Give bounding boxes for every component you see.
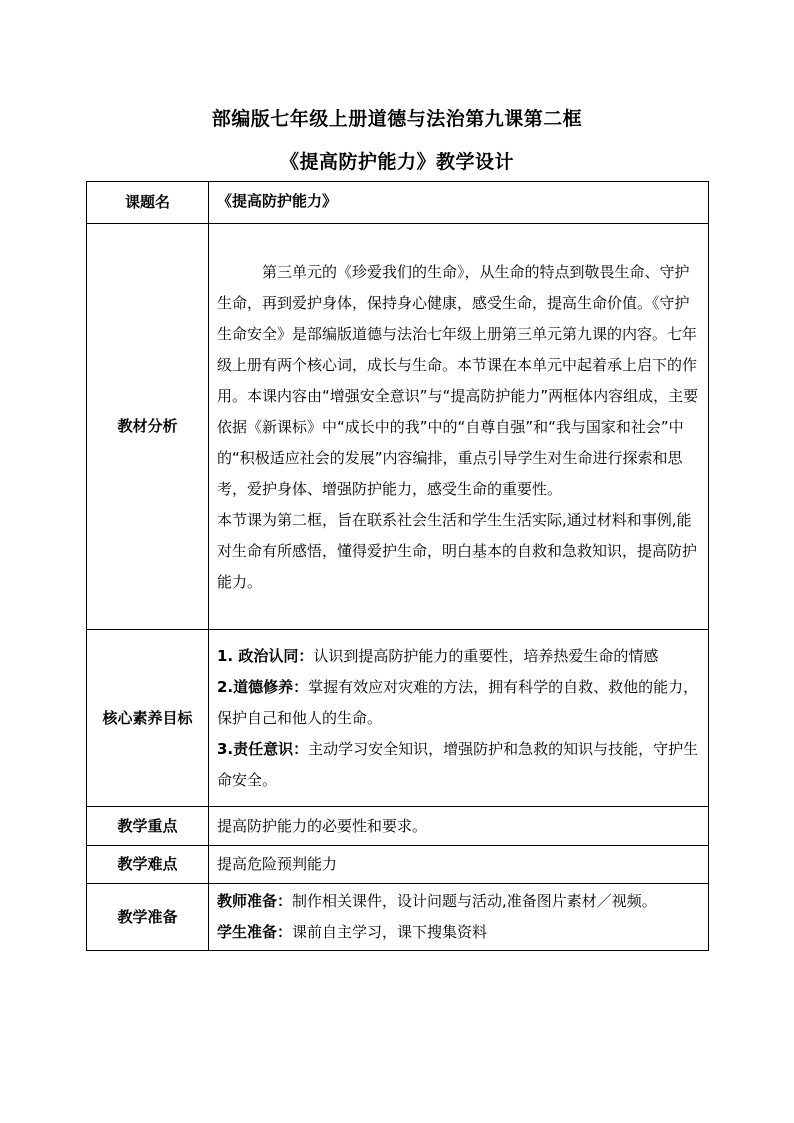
difficulty-label: 教学难点 [87, 846, 209, 884]
teacher-preparation-prefix: 教师准备： [217, 892, 293, 910]
goals-content [209, 630, 709, 807]
goal-item-3-text: 主动学习安全知识，增强防护和急救的知识与技能，守护生命安全。 [217, 739, 699, 789]
topic-value: 《提高防护能力》 [209, 182, 709, 224]
lesson-design-table [86, 181, 709, 951]
document-title-line2: 《提高防护能力》教学设计 [279, 151, 514, 173]
preparation-label: 教学准备 [87, 884, 209, 951]
goal-item-1-prefix: 1. 政治认同： [217, 646, 314, 665]
goal-item-1 [217, 641, 700, 672]
analysis-paragraph-2: 本节课为第二框，旨在联系社会生活和学生生活实际,通过材料和事例,能对生命有所感悟，懂得爱护生命，明白基本的自救和急救知识，提高防护能力。 [217, 511, 698, 591]
goal-item-3-prefix: 3.责任意识： [217, 739, 309, 758]
goal-item-2-text: 掌握有效应对灾难的方法，拥有科学的自救、救他的能力，保护自己和他人的生命。 [217, 677, 699, 727]
focus-label: 教学重点 [87, 807, 209, 846]
table-row-goals [87, 630, 709, 807]
table-row-difficulty [87, 846, 709, 884]
goal-item-1-text: 认识到提高防护能力的重要性，培养热爱生命的情感 [313, 646, 659, 665]
student-preparation-text: 课前自主学习，课下搜集资料 [292, 923, 488, 941]
document-title-line1: 部编版七年级上册道德与法治第九课第二框 [211, 108, 583, 130]
analysis-label: 教材分析 [87, 224, 209, 630]
table-row-topic [87, 182, 709, 224]
student-preparation-prefix: 学生准备： [217, 923, 293, 941]
goal-item-2 [217, 672, 700, 734]
student-preparation [217, 917, 700, 948]
focus-value: 提高防护能力的必要性和要求。 [209, 807, 709, 846]
goal-item-3 [217, 734, 700, 796]
table-row-preparation [87, 884, 709, 951]
goals-label: 核心素养目标 [87, 630, 209, 807]
table-row-focus [87, 807, 709, 846]
goal-item-2-prefix: 2.道德修养： [217, 677, 309, 696]
preparation-content [209, 884, 709, 951]
teacher-preparation-text: 制作相关课件，设计问题与活动,准备图片素材／视频。 [292, 892, 657, 910]
difficulty-value: 提高危险预判能力 [209, 846, 709, 884]
analysis-paragraph-1: 第三单元的《珍爱我们的生命》，从生命的特点到敬畏生命、守护生命，再到爱护身体，保持身心健康，感受生命，提高生命价值。《守护生命安全》是部编版道德与法治七年级上册第三单元第九课的内容。七年级上册有两个核心词，成长与生命。本节课在本单元中起着承上启下的作用。本课内容由“增强安全意识”与“提高防护能力”两框体内容组成，主要依据《新课标》中“成长中的我”中的“自尊自强”和“我与国家和社会”中的“积极适应社会的发展”内容编排，重点引导学生对生命进行探索和思考，爱护身体、增强防护能力，感受生命的重要性。 [217, 263, 699, 498]
analysis-content [209, 224, 709, 630]
table-row-analysis [87, 224, 709, 630]
teacher-preparation [217, 886, 700, 917]
topic-label: 课题名 [87, 182, 209, 224]
